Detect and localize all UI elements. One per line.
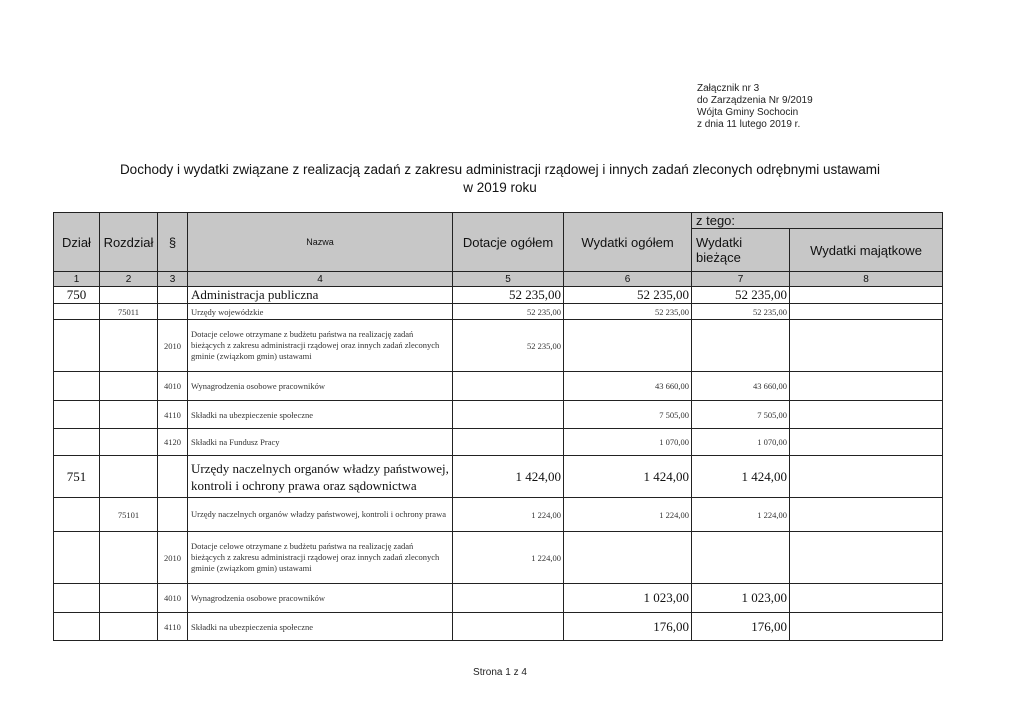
cell-majatkowe <box>790 584 943 613</box>
cell-dotacje: 1 424,00 <box>453 456 564 498</box>
header-wydatki: Wydatki ogółem <box>564 213 692 272</box>
table-row <box>54 429 943 456</box>
column-number: 8 <box>790 272 943 287</box>
cell-paragraf <box>158 498 188 532</box>
attachment-note <box>697 83 813 131</box>
table-row <box>54 613 943 641</box>
cell-wydatki <box>564 320 692 372</box>
cell-nazwa: Składki na ubezpieczenie społeczne <box>188 401 453 429</box>
cell-nazwa: Urzędy naczelnych organów władzy państwowej, kontroli i ochrony prawa <box>188 498 453 532</box>
cell-rozdzial <box>100 456 158 498</box>
cell-paragraf: 4010 <box>158 584 188 613</box>
cell-majatkowe <box>790 429 943 456</box>
header-nazwa: Nazwa <box>188 213 453 272</box>
cell-majatkowe <box>790 287 943 304</box>
cell-rozdzial <box>100 401 158 429</box>
cell-majatkowe <box>790 304 943 320</box>
column-number: 6 <box>564 272 692 287</box>
attachment-line: Wójta Gminy Sochocin <box>697 107 799 118</box>
cell-rozdzial <box>100 613 158 641</box>
cell-wydatki: 52 235,00 <box>564 304 692 320</box>
cell-paragraf <box>158 304 188 320</box>
document-title <box>0 161 1000 197</box>
cell-majatkowe <box>790 498 943 532</box>
cell-nazwa: Składki na ubezpieczenia społeczne <box>188 613 453 641</box>
cell-dzial <box>54 372 100 401</box>
cell-paragraf <box>158 287 188 304</box>
cell-dzial <box>54 401 100 429</box>
cell-biezace: 1 224,00 <box>692 498 790 532</box>
cell-rozdzial <box>100 372 158 401</box>
header-biezace: Wydatki bieżące <box>692 229 790 272</box>
cell-dzial <box>54 584 100 613</box>
cell-dotacje: 52 235,00 <box>453 304 564 320</box>
cell-paragraf <box>158 456 188 498</box>
cell-biezace: 7 505,00 <box>692 401 790 429</box>
table-row <box>54 456 943 498</box>
cell-dzial <box>54 498 100 532</box>
cell-biezace: 43 660,00 <box>692 372 790 401</box>
cell-rozdzial <box>100 532 158 584</box>
table-row <box>54 401 943 429</box>
attachment-line: z dnia 11 lutego 2019 r. <box>697 119 801 130</box>
column-number: 7 <box>692 272 790 287</box>
header-dzial: Dział <box>54 213 100 272</box>
cell-majatkowe <box>790 456 943 498</box>
cell-paragraf: 4110 <box>158 401 188 429</box>
cell-biezace <box>692 320 790 372</box>
table-row <box>54 304 943 320</box>
cell-wydatki <box>564 532 692 584</box>
cell-rozdzial: 75011 <box>100 304 158 320</box>
cell-nazwa: Administracja publiczna <box>188 287 453 304</box>
cell-dzial: 750 <box>54 287 100 304</box>
attachment-line: do Zarządzenia Nr 9/2019 <box>697 95 813 106</box>
cell-nazwa: Dotacje celowe otrzymane z budżetu państwa na realizację zadań bieżących z zakresu administracji rządowej oraz innych zadań zleconych gminie (związkom gmin) ustawami <box>188 320 453 372</box>
cell-majatkowe <box>790 613 943 641</box>
cell-dotacje <box>453 613 564 641</box>
cell-nazwa: Wynagrodzenia osobowe pracowników <box>188 372 453 401</box>
cell-dzial <box>54 532 100 584</box>
cell-dzial <box>54 304 100 320</box>
header-paragraf: § <box>158 213 188 272</box>
cell-wydatki: 176,00 <box>564 613 692 641</box>
cell-nazwa: Wynagrodzenia osobowe pracowników <box>188 584 453 613</box>
cell-rozdzial <box>100 320 158 372</box>
column-number: 3 <box>158 272 188 287</box>
cell-majatkowe <box>790 532 943 584</box>
cell-paragraf: 4120 <box>158 429 188 456</box>
cell-paragraf: 4010 <box>158 372 188 401</box>
title-line: Dochody i wydatki związane z realizacją zadań z zakresu administracji rządowej i innych zadań zleconych odrębnymi ustawami <box>119 162 881 177</box>
column-number: 2 <box>100 272 158 287</box>
cell-nazwa: Dotacje celowe otrzymane z budżetu państwa na realizację zadań bieżących z zakresu administracji rządowej oraz innych zadań zleconych gminie (związkom gmin) ustawami <box>188 532 453 584</box>
cell-nazwa: Urzędy naczelnych organów władzy państwowej, kontroli i ochrony prawa oraz sądownictwa <box>188 456 453 498</box>
table-row <box>54 372 943 401</box>
cell-nazwa: Składki na Fundusz Pracy <box>188 429 453 456</box>
cell-biezace <box>692 532 790 584</box>
cell-biezace: 52 235,00 <box>692 304 790 320</box>
table-row <box>54 532 943 584</box>
cell-dotacje <box>453 401 564 429</box>
column-number: 4 <box>188 272 453 287</box>
cell-majatkowe <box>790 401 943 429</box>
cell-paragraf: 4110 <box>158 613 188 641</box>
cell-majatkowe <box>790 372 943 401</box>
cell-dotacje: 52 235,00 <box>453 287 564 304</box>
cell-biezace: 176,00 <box>692 613 790 641</box>
cell-dotacje: 1 224,00 <box>453 532 564 584</box>
cell-biezace: 1 070,00 <box>692 429 790 456</box>
cell-dotacje: 1 224,00 <box>453 498 564 532</box>
cell-biezace: 1 023,00 <box>692 584 790 613</box>
cell-paragraf: 2010 <box>158 532 188 584</box>
cell-dotacje: 52 235,00 <box>453 320 564 372</box>
cell-dzial <box>54 613 100 641</box>
cell-biezace: 52 235,00 <box>692 287 790 304</box>
cell-paragraf: 2010 <box>158 320 188 372</box>
cell-rozdzial <box>100 287 158 304</box>
page-number: Strona 1 z 4 <box>473 667 527 678</box>
table-row <box>54 287 943 304</box>
table-row <box>54 584 943 613</box>
cell-wydatki: 7 505,00 <box>564 401 692 429</box>
title-line: w 2019 roku <box>463 180 537 195</box>
column-number: 1 <box>54 272 100 287</box>
cell-dzial <box>54 320 100 372</box>
cell-wydatki: 1 424,00 <box>564 456 692 498</box>
cell-wydatki: 1 224,00 <box>564 498 692 532</box>
header-majatkowe: Wydatki majątkowe <box>790 229 943 272</box>
cell-biezace: 1 424,00 <box>692 456 790 498</box>
cell-wydatki: 1 070,00 <box>564 429 692 456</box>
cell-dzial <box>54 429 100 456</box>
cell-rozdzial <box>100 584 158 613</box>
cell-nazwa: Urzędy wojewódzkie <box>188 304 453 320</box>
cell-dotacje <box>453 372 564 401</box>
cell-majatkowe <box>790 320 943 372</box>
cell-wydatki: 43 660,00 <box>564 372 692 401</box>
header-rozdzial: Rozdział <box>100 213 158 272</box>
cell-wydatki: 52 235,00 <box>564 287 692 304</box>
header-z-tego: z tego: <box>692 213 943 229</box>
attachment-line: Załącznik nr 3 <box>697 83 760 94</box>
column-number: 5 <box>453 272 564 287</box>
cell-dzial: 751 <box>54 456 100 498</box>
table-row <box>54 320 943 372</box>
cell-rozdzial: 75101 <box>100 498 158 532</box>
header-dotacje: Dotacje ogółem <box>453 213 564 272</box>
budget-table <box>53 212 943 641</box>
cell-wydatki: 1 023,00 <box>564 584 692 613</box>
cell-dotacje <box>453 429 564 456</box>
cell-dotacje <box>453 584 564 613</box>
cell-rozdzial <box>100 429 158 456</box>
table-row <box>54 498 943 532</box>
